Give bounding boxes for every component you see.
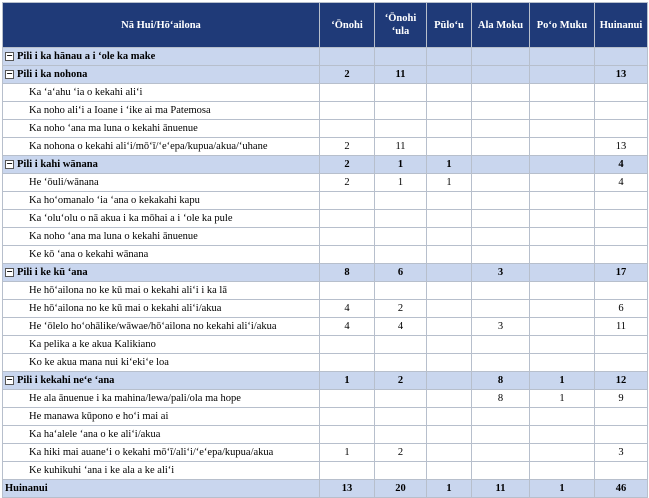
value-cell (472, 156, 530, 174)
row-label-cell (3, 228, 320, 246)
value-cell: 3 (595, 444, 648, 462)
value-cell: 2 (375, 444, 427, 462)
value-cell (427, 264, 472, 282)
value-cell: 8 (472, 372, 530, 390)
value-cell (427, 192, 472, 210)
value-cell (530, 174, 595, 192)
value-cell (530, 102, 595, 120)
row-label: He ʻōuli/wānana (29, 177, 99, 188)
table-row (3, 336, 648, 354)
value-cell: 2 (320, 138, 375, 156)
value-cell (595, 246, 648, 264)
value-cell: 11 (472, 480, 530, 498)
value-cell: 1 (530, 372, 595, 390)
value-cell: 4 (320, 300, 375, 318)
value-cell (595, 120, 648, 138)
value-cell (427, 354, 472, 372)
value-cell (375, 408, 427, 426)
value-cell (320, 390, 375, 408)
value-cell (427, 336, 472, 354)
row-label-cell (3, 210, 320, 228)
row-label-cell (3, 318, 320, 336)
value-cell (375, 192, 427, 210)
value-cell (320, 210, 375, 228)
value-cell (595, 282, 648, 300)
value-cell (530, 48, 595, 66)
section-row (3, 372, 648, 390)
value-cell (472, 462, 530, 480)
table-row (3, 210, 648, 228)
value-cell (530, 156, 595, 174)
table-row (3, 408, 648, 426)
row-label-cell (3, 102, 320, 120)
value-cell: 4 (595, 174, 648, 192)
value-cell: 4 (595, 156, 648, 174)
table-row (3, 390, 648, 408)
row-label-cell (3, 264, 320, 282)
value-cell (472, 228, 530, 246)
value-cell (472, 444, 530, 462)
value-cell (472, 426, 530, 444)
value-cell (427, 444, 472, 462)
table-row (3, 228, 648, 246)
value-cell (595, 84, 648, 102)
value-cell (472, 120, 530, 138)
value-cell (427, 48, 472, 66)
value-cell: 13 (595, 138, 648, 156)
header-row (3, 3, 648, 48)
row-label-cell (3, 408, 320, 426)
table-row (3, 282, 648, 300)
value-cell (320, 282, 375, 300)
value-cell (375, 354, 427, 372)
table-row (3, 138, 648, 156)
value-cell (320, 228, 375, 246)
minus-box-icon[interactable]: − (6, 51, 13, 61)
row-label: Ka noho aliʻi a Ioane i ʻike ai ma Patemosa (29, 105, 211, 116)
minus-box-icon[interactable]: − (6, 267, 13, 277)
row-label: He hōʻailona no ke kū mai o kekahi aliʻi/akua (29, 303, 222, 314)
section-row (3, 48, 648, 66)
value-cell (595, 102, 648, 120)
value-cell (427, 120, 472, 138)
value-cell: 17 (595, 264, 648, 282)
value-cell (595, 336, 648, 354)
value-cell (375, 48, 427, 66)
row-label: He manawa kūpono e hoʻi mai ai (29, 411, 169, 422)
value-cell (472, 102, 530, 120)
value-cell (530, 120, 595, 138)
value-cell (530, 66, 595, 84)
table-row (3, 246, 648, 264)
value-cell (320, 102, 375, 120)
value-cell: 3 (472, 264, 530, 282)
value-cell: 46 (595, 480, 648, 498)
row-label: Ke kō ʻana o kekahi wānana (29, 249, 149, 260)
value-cell: 11 (595, 318, 648, 336)
value-cell (320, 48, 375, 66)
minus-box-icon[interactable]: − (6, 159, 13, 169)
value-cell (472, 192, 530, 210)
value-cell (427, 138, 472, 156)
value-cell (320, 336, 375, 354)
value-cell (375, 426, 427, 444)
value-cell: 3 (472, 318, 530, 336)
header-ala-moku: Ala Moku (472, 3, 530, 48)
section-row (3, 156, 648, 174)
value-cell (472, 300, 530, 318)
data-table (2, 2, 648, 498)
value-cell: 6 (595, 300, 648, 318)
value-cell (427, 66, 472, 84)
value-cell (320, 462, 375, 480)
value-cell (530, 318, 595, 336)
value-cell: 1 (427, 480, 472, 498)
value-cell: 1 (320, 444, 375, 462)
value-cell: 1 (375, 156, 427, 174)
section-row (3, 264, 648, 282)
value-cell (530, 210, 595, 228)
value-cell: 1 (427, 156, 472, 174)
value-cell: 13 (320, 480, 375, 498)
header-huinanui: Huinanui (595, 3, 648, 48)
value-cell (530, 192, 595, 210)
value-cell (530, 426, 595, 444)
value-cell (472, 66, 530, 84)
row-label: Pili i ka hānau a i ʻole ka make (17, 51, 156, 62)
value-cell (427, 246, 472, 264)
value-cell: 20 (375, 480, 427, 498)
value-cell (427, 84, 472, 102)
value-cell: 1 (375, 174, 427, 192)
row-label-cell (3, 192, 320, 210)
value-cell (472, 282, 530, 300)
value-cell (472, 354, 530, 372)
table-row (3, 102, 648, 120)
value-cell (530, 228, 595, 246)
row-label: Ka noho ʻana ma luna o kekahi ānuenue (29, 231, 198, 242)
table-row (3, 174, 648, 192)
row-label-cell (3, 120, 320, 138)
value-cell (530, 138, 595, 156)
section-row (3, 66, 648, 84)
value-cell (320, 426, 375, 444)
value-cell: 2 (320, 66, 375, 84)
value-cell: 8 (320, 264, 375, 282)
table-row (3, 120, 648, 138)
row-label: Ka ʻoluʻolu o nā akua i ka mōhai a i ʻole ka pule (29, 213, 233, 224)
table-row (3, 300, 648, 318)
value-cell (472, 408, 530, 426)
row-label: Ko ke akua mana nui kiʻekiʻe loa (29, 357, 169, 368)
value-cell (472, 246, 530, 264)
value-cell: 9 (595, 390, 648, 408)
table-row (3, 84, 648, 102)
value-cell (530, 408, 595, 426)
value-cell (530, 444, 595, 462)
row-label-cell (3, 84, 320, 102)
value-cell (427, 210, 472, 228)
value-cell: 6 (375, 264, 427, 282)
value-cell: 2 (320, 156, 375, 174)
header-onohi-ula: ʻŌnohi ʻula (375, 3, 427, 48)
value-cell (375, 336, 427, 354)
value-cell (427, 462, 472, 480)
value-cell (595, 192, 648, 210)
row-label-cell (3, 480, 320, 498)
value-cell: 1 (320, 372, 375, 390)
value-cell (375, 462, 427, 480)
value-cell (427, 318, 472, 336)
value-cell (375, 210, 427, 228)
value-cell (472, 48, 530, 66)
value-cell: 4 (375, 318, 427, 336)
value-cell (427, 408, 472, 426)
header-category: Nā Hui/Hōʻailona (3, 3, 320, 48)
minus-box-icon[interactable]: − (6, 375, 13, 385)
row-label: Pili i kahi wānana (17, 159, 98, 170)
row-label-cell (3, 462, 320, 480)
value-cell (530, 84, 595, 102)
row-label-cell (3, 354, 320, 372)
value-cell: 13 (595, 66, 648, 84)
value-cell (595, 354, 648, 372)
value-cell (530, 282, 595, 300)
row-label: Pili i ke kū ʻana (17, 267, 88, 278)
table-row (3, 318, 648, 336)
value-cell (530, 300, 595, 318)
value-cell (427, 426, 472, 444)
value-cell (595, 48, 648, 66)
value-cell: 1 (530, 390, 595, 408)
row-label-cell (3, 336, 320, 354)
row-label-cell (3, 48, 320, 66)
value-cell (595, 228, 648, 246)
row-label-cell (3, 174, 320, 192)
row-label: Ka hiki mai auaneʻi o kekahi mōʻī/aliʻi/ʻeʻepa/kupua/akua (29, 447, 274, 458)
header-onohi: ʻŌnohi (320, 3, 375, 48)
value-cell (320, 192, 375, 210)
value-cell: 1 (427, 174, 472, 192)
value-cell (472, 84, 530, 102)
value-cell (427, 102, 472, 120)
value-cell (375, 246, 427, 264)
row-label: He ala ānuenue i ka mahina/lewa/pali/ola ma hope (29, 393, 241, 404)
row-label-cell (3, 66, 320, 84)
row-label-cell (3, 372, 320, 390)
total-row (3, 480, 648, 498)
value-cell (427, 282, 472, 300)
row-label: Ka ʻaʻahu ʻia o kekahi aliʻi (29, 87, 143, 98)
value-cell (595, 408, 648, 426)
row-label: Pili i kekahi neʻe ʻana (17, 375, 115, 386)
row-label: Ke kuhikuhi ʻana i ke ala a ke aliʻi (29, 465, 175, 476)
value-cell (375, 390, 427, 408)
value-cell (530, 336, 595, 354)
value-cell (472, 138, 530, 156)
row-label: Ka nohona o kekahi aliʻi/mōʻī/ʻeʻepa/kupua/akua/ʻuhane (29, 141, 268, 152)
value-cell (320, 120, 375, 138)
value-cell (375, 228, 427, 246)
value-cell: 11 (375, 138, 427, 156)
value-cell: 2 (320, 174, 375, 192)
row-label-cell (3, 156, 320, 174)
row-label-cell (3, 426, 320, 444)
value-cell (472, 210, 530, 228)
row-label-cell (3, 282, 320, 300)
row-label: Pili i ka nohona (17, 69, 88, 80)
table-row (3, 354, 648, 372)
value-cell (427, 390, 472, 408)
table-body (3, 48, 648, 498)
value-cell (595, 210, 648, 228)
value-cell: 11 (375, 66, 427, 84)
minus-box-icon[interactable]: − (6, 69, 13, 79)
row-label-cell (3, 138, 320, 156)
value-cell: 12 (595, 372, 648, 390)
value-cell (595, 426, 648, 444)
value-cell (320, 408, 375, 426)
row-label: Huinanui (5, 483, 48, 494)
value-cell (375, 102, 427, 120)
value-cell: 2 (375, 300, 427, 318)
value-cell (595, 462, 648, 480)
value-cell: 1 (530, 480, 595, 498)
value-cell (472, 174, 530, 192)
table-row (3, 192, 648, 210)
table-row (3, 462, 648, 480)
value-cell (427, 372, 472, 390)
row-label: He ʻōlelo hoʻohālike/wāwae/hōʻailona no kekahi aliʻi/akua (29, 321, 277, 332)
row-label-cell (3, 390, 320, 408)
row-label-cell (3, 246, 320, 264)
value-cell: 2 (375, 372, 427, 390)
row-label: Ka haʻalele ʻana o ke aliʻi/akua (29, 429, 161, 440)
value-cell: 8 (472, 390, 530, 408)
value-cell (427, 228, 472, 246)
value-cell (530, 246, 595, 264)
value-cell (530, 354, 595, 372)
header-pulou: Pūloʻu (427, 3, 472, 48)
row-label: Ka pelika a ke akua Kalikiano (29, 339, 156, 350)
value-cell: 4 (320, 318, 375, 336)
header-poo-muku: Poʻo Muku (530, 3, 595, 48)
value-cell (530, 462, 595, 480)
value-cell (320, 354, 375, 372)
value-cell (375, 120, 427, 138)
value-cell (320, 246, 375, 264)
value-cell (472, 336, 530, 354)
table-row (3, 426, 648, 444)
value-cell (427, 300, 472, 318)
row-label: He hōʻailona no ke kū mai o kekahi aliʻi i ka lā (29, 285, 227, 296)
row-label: Ka hoʻomanalo ʻia ʻana o kekakahi kapu (29, 195, 200, 206)
row-label: Ka noho ʻana ma luna o kekahi ānuenue (29, 123, 198, 134)
value-cell (530, 264, 595, 282)
value-cell (375, 84, 427, 102)
row-label-cell (3, 300, 320, 318)
value-cell (320, 84, 375, 102)
row-label-cell (3, 444, 320, 462)
value-cell (375, 282, 427, 300)
table-row (3, 444, 648, 462)
